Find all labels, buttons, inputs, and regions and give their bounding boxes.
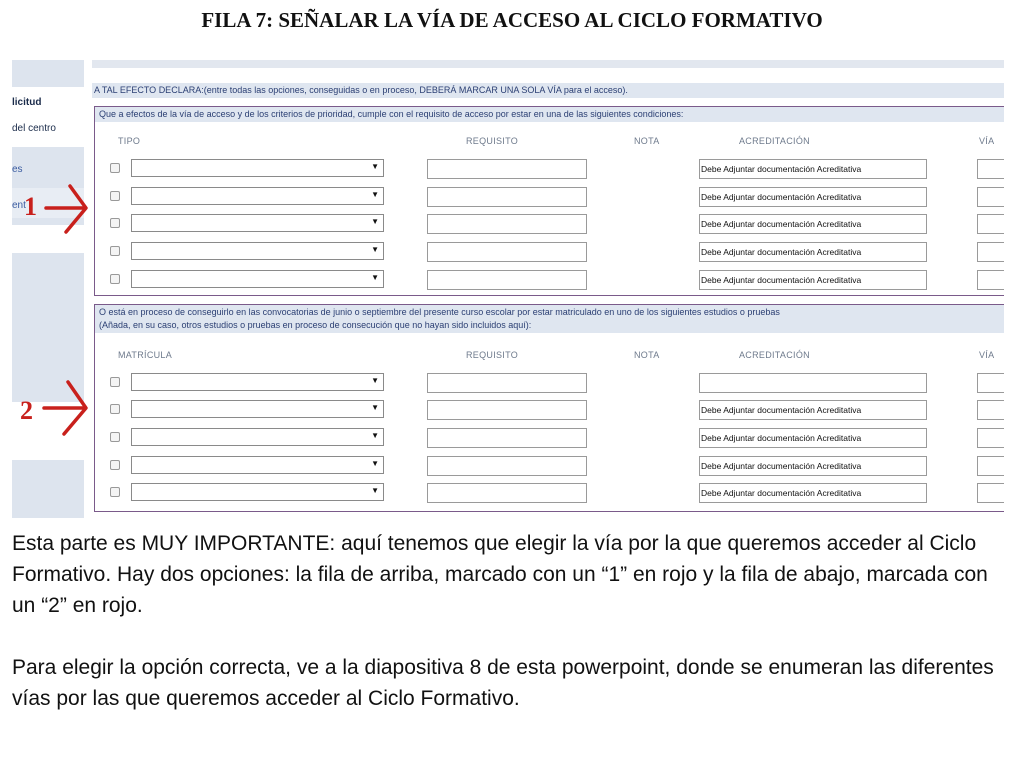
dropdown-arrow-icon: ▼ — [371, 403, 379, 412]
requisito-input[interactable] — [427, 187, 587, 207]
sidebar-item-solicitud[interactable]: licitud — [12, 97, 42, 108]
row-checkbox[interactable] — [110, 163, 120, 173]
requisito-input[interactable] — [427, 270, 587, 290]
red-arrow-1-icon — [44, 182, 90, 234]
row-checkbox[interactable] — [110, 404, 120, 414]
tipo-select[interactable] — [131, 214, 384, 232]
matricula-select[interactable] — [131, 400, 384, 418]
col-tipo: TIPO — [118, 136, 141, 146]
requisito-input[interactable] — [427, 159, 587, 179]
sidebar — [12, 60, 84, 518]
acreditacion-field[interactable]: Debe Adjuntar documentación Acreditativa — [699, 400, 927, 420]
red-arrow-2-icon — [42, 378, 90, 438]
via-input[interactable] — [977, 270, 1004, 290]
dropdown-arrow-icon: ▼ — [371, 273, 379, 282]
via-input[interactable] — [977, 187, 1004, 207]
table-row — [95, 482, 1003, 504]
in-progress-section — [94, 304, 1004, 512]
access-conditions-section — [94, 106, 1004, 296]
col-acreditacion: ACREDITACIÓN — [739, 136, 810, 146]
row-checkbox[interactable] — [110, 377, 120, 387]
dropdown-arrow-icon: ▼ — [371, 459, 379, 468]
form-screenshot — [12, 60, 1004, 518]
requisito-input[interactable] — [427, 373, 587, 393]
col-requisito: REQUISITO — [466, 350, 519, 360]
matricula-select[interactable] — [131, 483, 384, 501]
acreditacion-field[interactable]: Debe Adjuntar documentación Acreditativa — [699, 159, 927, 179]
requisito-input[interactable] — [427, 400, 587, 420]
row-checkbox[interactable] — [110, 191, 120, 201]
acreditacion-field[interactable]: Debe Adjuntar documentación Acreditativa — [699, 242, 927, 262]
dropdown-arrow-icon: ▼ — [371, 217, 379, 226]
marker-2: 2 — [20, 396, 33, 425]
via-input[interactable] — [977, 456, 1004, 476]
via-input[interactable] — [977, 400, 1004, 420]
col-via: VÍA — [979, 136, 995, 146]
sidebar-item-centro[interactable]: del centro — [12, 123, 56, 134]
tipo-select[interactable] — [131, 242, 384, 260]
col-via: VÍA — [979, 350, 995, 360]
row-checkbox[interactable] — [110, 432, 120, 442]
col-requisito: REQUISITO — [466, 136, 519, 146]
table-row — [95, 269, 1003, 291]
via-input[interactable] — [977, 428, 1004, 448]
matricula-select[interactable] — [131, 373, 384, 391]
dropdown-arrow-icon: ▼ — [371, 245, 379, 254]
explanation-text — [12, 528, 1012, 714]
row-checkbox[interactable] — [110, 487, 120, 497]
table-row — [95, 213, 1003, 235]
dropdown-arrow-icon: ▼ — [371, 190, 379, 199]
table-row — [95, 372, 1003, 394]
declara-banner: A TAL EFECTO DECLARA:(entre todas las opciones, conseguidas o en proceso, DEBERÁ MARCAR UNA SOLA VÍA para el acceso). — [92, 83, 1004, 98]
acreditacion-field[interactable]: Debe Adjuntar documentación Acreditativa — [699, 428, 927, 448]
requisito-input[interactable] — [427, 428, 587, 448]
col-nota: NOTA — [634, 136, 660, 146]
requisito-input[interactable] — [427, 456, 587, 476]
explanation-paragraph-2: Para elegir la opción correcta, ve a la diapositiva 8 de esta powerpoint, donde se enumeran las diferentes vías por las que queremos acceder al Ciclo Formativo. — [12, 656, 994, 710]
table-row — [95, 399, 1003, 421]
slide-title: FILA 7: SEÑALAR LA VÍA DE ACCESO AL CICLO FORMATIVO — [201, 8, 823, 32]
acreditacion-field[interactable]: Debe Adjuntar documentación Acreditativa — [699, 214, 927, 234]
matricula-select[interactable] — [131, 428, 384, 446]
tipo-select[interactable] — [131, 187, 384, 205]
via-input[interactable] — [977, 483, 1004, 503]
section2-heading-line2: (Añada, en su caso, otros estudios o pruebas en proceso de consecución que no hayan sido incluidos aquí): — [99, 320, 532, 330]
matricula-select[interactable] — [131, 456, 384, 474]
row-checkbox[interactable] — [110, 460, 120, 470]
via-input[interactable] — [977, 242, 1004, 262]
sidebar-item-ent[interactable]: ent — [12, 200, 26, 211]
via-input[interactable] — [977, 214, 1004, 234]
section1-heading: Que a efectos de la vía de acceso y de los criterios de prioridad, cumple con el requisito de acceso por estar en una de las siguientes condiciones: — [95, 107, 1004, 122]
dropdown-arrow-icon: ▼ — [371, 486, 379, 495]
row-checkbox[interactable] — [110, 274, 120, 284]
col-nota: NOTA — [634, 350, 660, 360]
table-row — [95, 427, 1003, 449]
table-row — [95, 455, 1003, 477]
via-input[interactable] — [977, 373, 1004, 393]
marker-1: 1 — [24, 192, 37, 221]
via-input[interactable] — [977, 159, 1004, 179]
dropdown-arrow-icon: ▼ — [371, 376, 379, 385]
tipo-select[interactable] — [131, 159, 384, 177]
col-matricula: MATRÍCULA — [118, 350, 173, 360]
row-checkbox[interactable] — [110, 246, 120, 256]
form-main — [92, 60, 1004, 518]
explanation-paragraph-1: Esta parte es MUY IMPORTANTE: aquí tenemos que elegir la vía por la que queremos acceder al Ciclo Formativo. Hay dos opciones: la fila de arriba, marcado con un “1” en rojo y la fila de abajo, marcada con un “2” en rojo. — [12, 532, 988, 617]
section2-heading-line1: O está en proceso de conseguirlo en las convocatorias de junio o septiembre del presente curso escolar por estar matriculado en uno de los siguientes estudios o pruebas — [99, 307, 780, 317]
acreditacion-field[interactable]: Debe Adjuntar documentación Acreditativa — [699, 270, 927, 290]
sidebar-item-es[interactable]: es — [12, 164, 23, 175]
requisito-input[interactable] — [427, 483, 587, 503]
tipo-select[interactable] — [131, 270, 384, 288]
acreditacion-field[interactable]: Debe Adjuntar documentación Acreditativa — [699, 483, 927, 503]
table-row — [95, 158, 1003, 180]
dropdown-arrow-icon: ▼ — [371, 162, 379, 171]
acreditacion-field[interactable] — [699, 373, 927, 393]
col-acreditacion: ACREDITACIÓN — [739, 350, 810, 360]
requisito-input[interactable] — [427, 214, 587, 234]
requisito-input[interactable] — [427, 242, 587, 262]
table-row — [95, 186, 1003, 208]
table-row — [95, 241, 1003, 263]
row-checkbox[interactable] — [110, 218, 120, 228]
acreditacion-field[interactable]: Debe Adjuntar documentación Acreditativa — [699, 187, 927, 207]
acreditacion-field[interactable]: Debe Adjuntar documentación Acreditativa — [699, 456, 927, 476]
dropdown-arrow-icon: ▼ — [371, 431, 379, 440]
